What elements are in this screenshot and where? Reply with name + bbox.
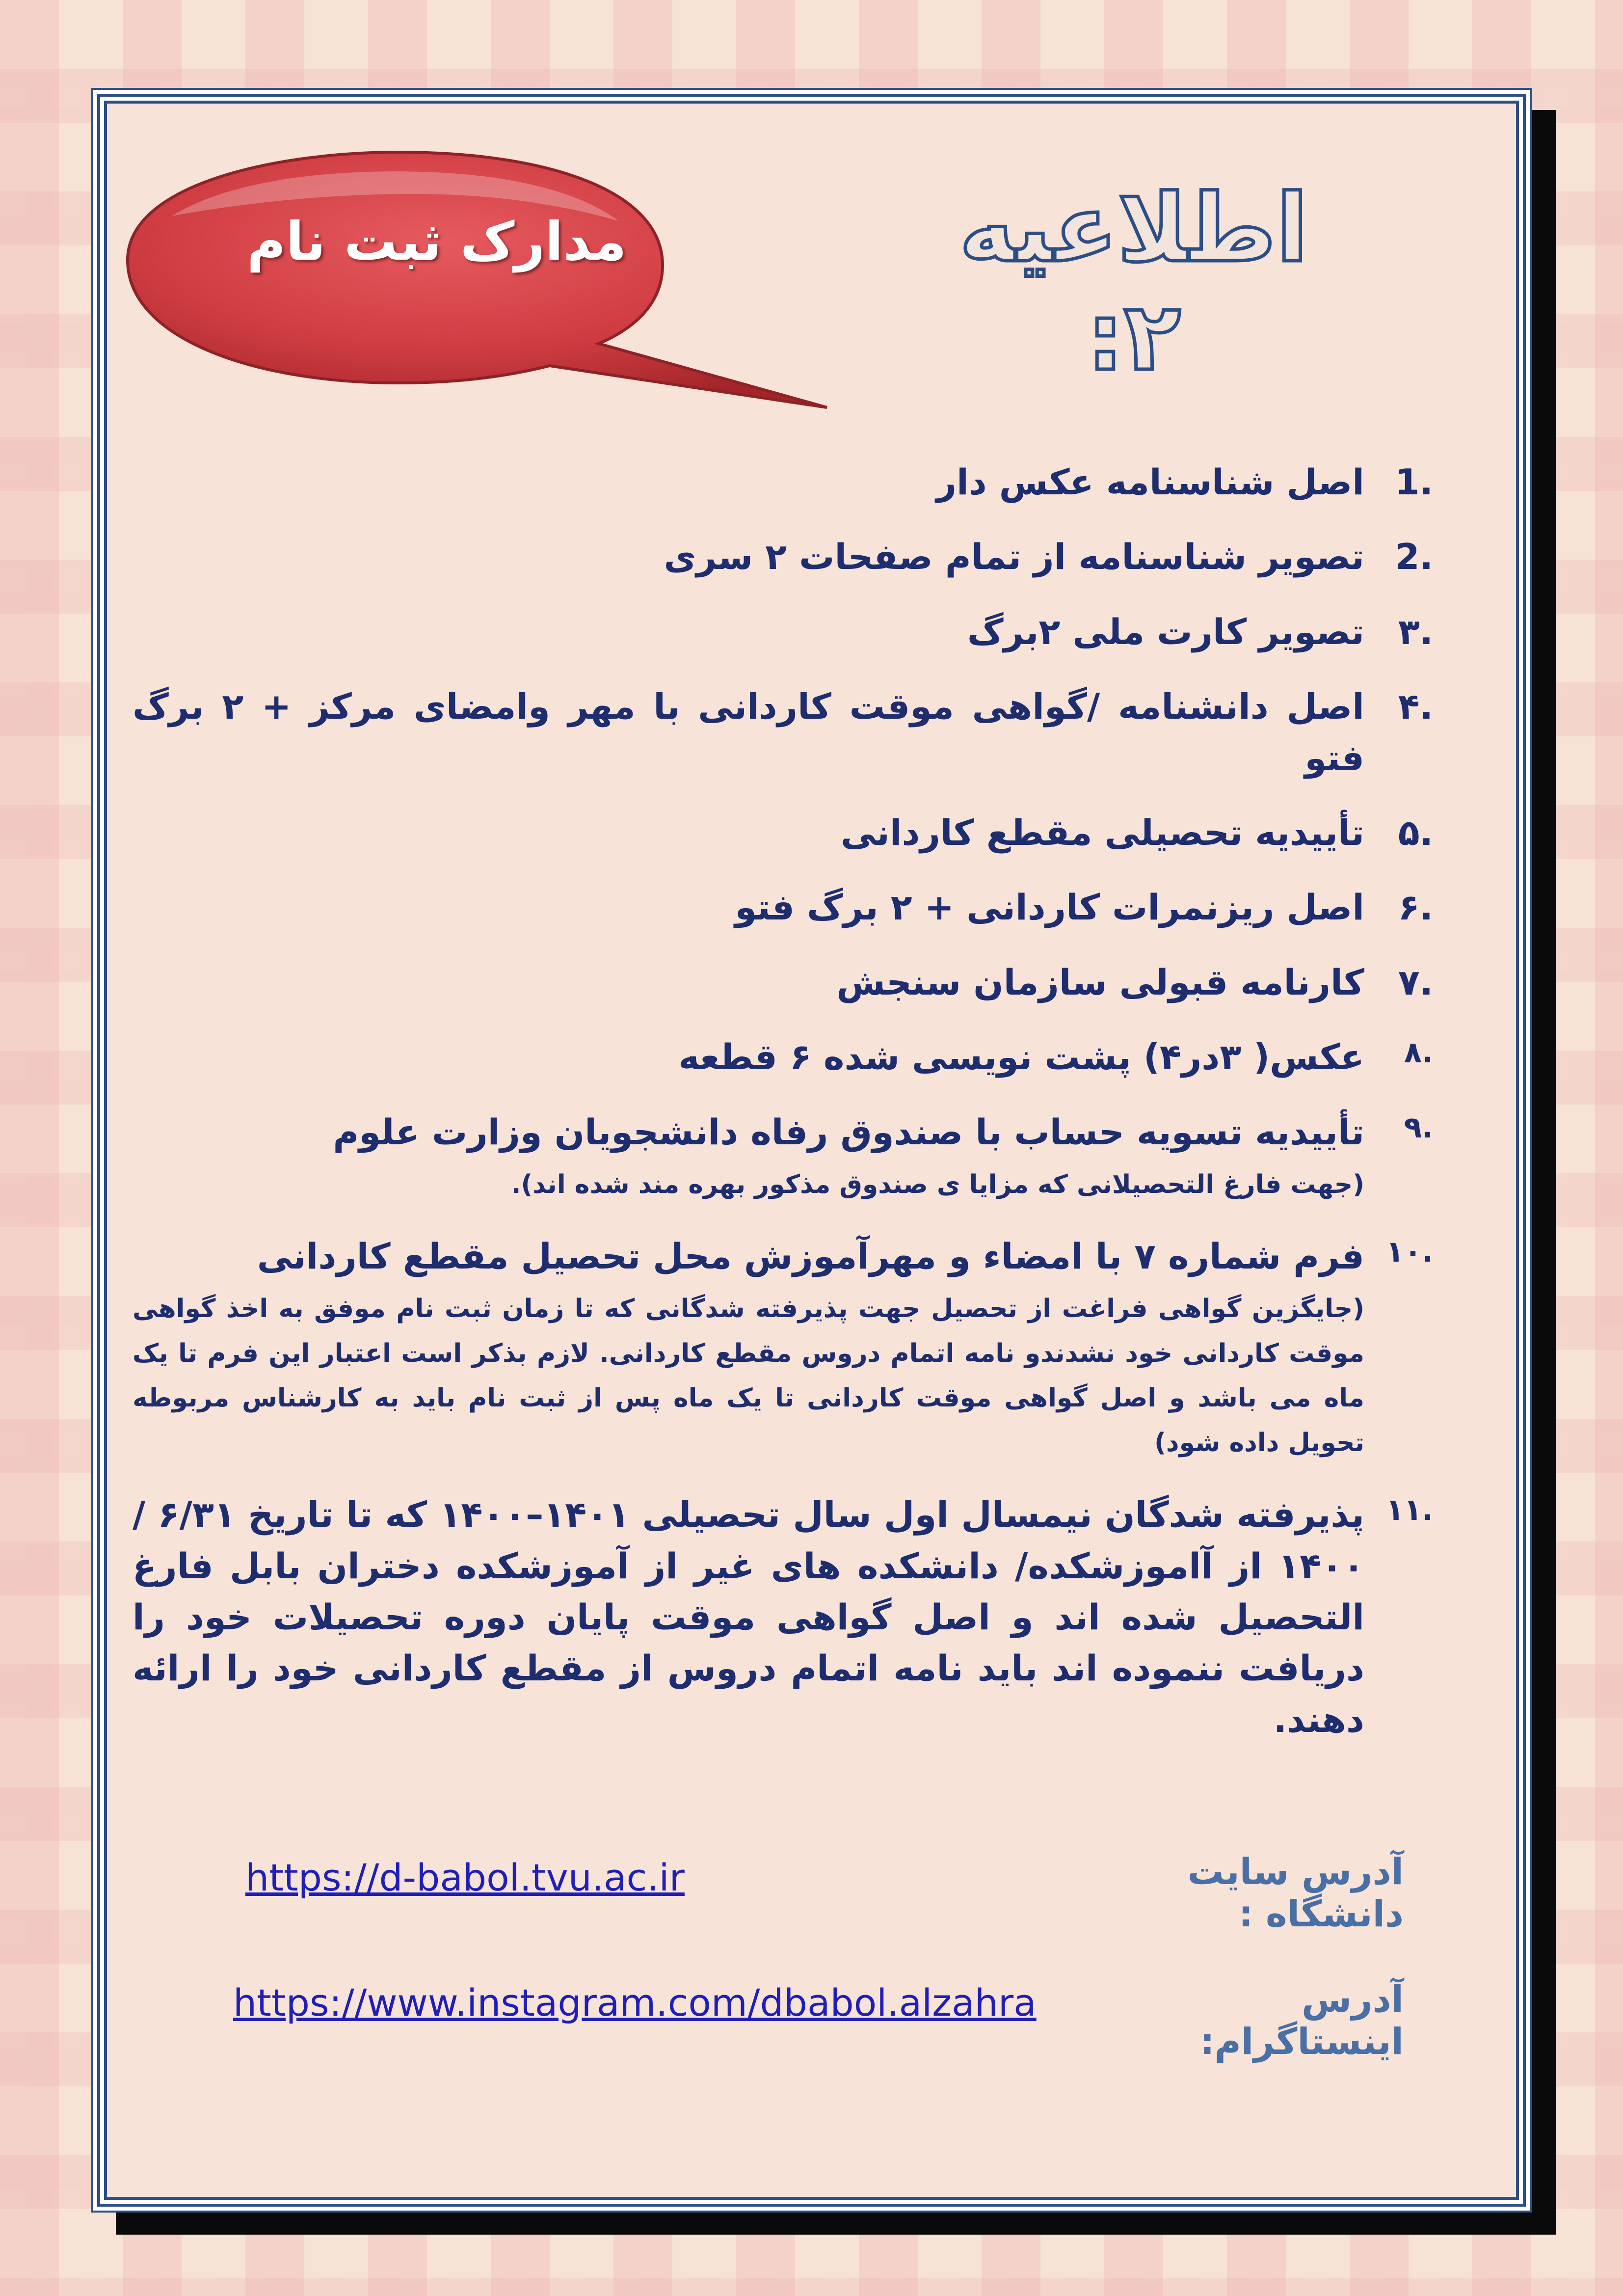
item-number: .۵	[1398, 811, 1433, 853]
notice-title: اطلاعیه ۲:	[959, 174, 1308, 391]
item-text	[133, 1107, 1364, 1207]
item-number: .۴	[1398, 686, 1433, 728]
speech-bubble	[108, 142, 834, 417]
item-text: تأییدیه تحصیلی مقطع کاردانی	[840, 811, 1364, 853]
item-note: (جهت فارغ التحصیلانی که مزایا ی صندوق مذکور بهره مند شده اند).	[511, 1169, 1364, 1199]
list-item	[133, 882, 1433, 933]
item-number: .۱۱	[1385, 1493, 1433, 1528]
list-item	[133, 531, 1433, 582]
item-note: (جایگزین گواهی فراغت از تحصیل جهت پذیرفته شدگانی که تا زمان ثبت نام موفق به اخذ گواهی موقت کاردانی خود نشدندو نامه اتمام دروس مقطع کاردانی. لازم بذکر است اعتبار این فرم تا یک ماه می باشد و اصل گواهی موقت کاردانی تا یک ماه پس از ثبت نام باید به کارشناس مربوطه تحویل داده شود)	[133, 1294, 1364, 1458]
list-item	[133, 681, 1433, 783]
site-link[interactable]: https://d-babol.tvu.ac.ir	[245, 1856, 685, 1899]
instagram-address-label: آدرس اینستاگرام:	[1200, 1978, 1404, 2063]
item-number: .۷	[1398, 961, 1433, 1003]
list-item	[133, 807, 1433, 858]
item-text: تصویر کارت ملی ۲برگ	[967, 611, 1364, 652]
item-text: اصل ریزنمرات کاردانی + ۲ برگ فتو	[735, 887, 1364, 928]
item-number: .1	[1395, 461, 1433, 503]
item-number: .۱۰	[1385, 1234, 1433, 1269]
list-item	[133, 1489, 1433, 1745]
item-text: اصل شناسنامه عکس دار	[936, 461, 1364, 503]
item-text: تصویر شناسنامه از تمام صفحات ۲ سری	[664, 536, 1364, 578]
list-item	[133, 457, 1433, 508]
list-item	[133, 1231, 1433, 1465]
item-number: .2	[1395, 536, 1433, 578]
item-number: .۶	[1398, 887, 1433, 928]
item-text: عکس( ۳در۴) پشت نویسی شده ۶ قطعه	[678, 1036, 1364, 1078]
item-text: اصل دانشنامه /گواهی موقت کاردانی با مهر وامضای مرکز + ۲ برگ فتو	[133, 686, 1364, 779]
list-item	[133, 606, 1433, 657]
instagram-link[interactable]: https://www.instagram.com/dbabol.alzahra	[233, 1981, 1037, 2025]
item-main-text: تأییدیه تسویه حساب با صندوق رفاه دانشجویان وزارت علوم	[333, 1111, 1364, 1153]
item-number: .۹	[1404, 1110, 1433, 1145]
list-item	[133, 1107, 1433, 1207]
requirements-list	[133, 457, 1433, 1769]
item-text: کارنامه قبولی سازمان سنجش	[836, 961, 1364, 1003]
item-number: .۸	[1404, 1035, 1433, 1070]
item-number: .۳	[1398, 611, 1433, 652]
bubble-title: مدارک ثبت نام	[247, 211, 627, 272]
item-text	[133, 1231, 1364, 1465]
item-main-text: فرم شماره ۷ با امضاء و مهرآموزش محل تحصیل مقطع کاردانی	[257, 1235, 1364, 1277]
item-text: پذیرفته شدگان نیمسال اول سال تحصیلی ۱۴۰۱–۱۴۰۰ که تا تاریخ ۶/۳۱ /۱۴۰۰ از آاموزشکده/ دانشکده های غیر از آموزشکده دختران بابل فارغ التحصیل شده اند و اصل گواهی موقت پایان دوره تحصیلات خود را دریافت ننموده اند باید نامه اتمام دروس از مقطع کاردانی خود را ارائه دهند.	[133, 1494, 1364, 1740]
list-item	[133, 1031, 1433, 1082]
site-address-label: آدرس سایت دانشگاه :	[1187, 1851, 1404, 1935]
list-item	[133, 957, 1433, 1008]
